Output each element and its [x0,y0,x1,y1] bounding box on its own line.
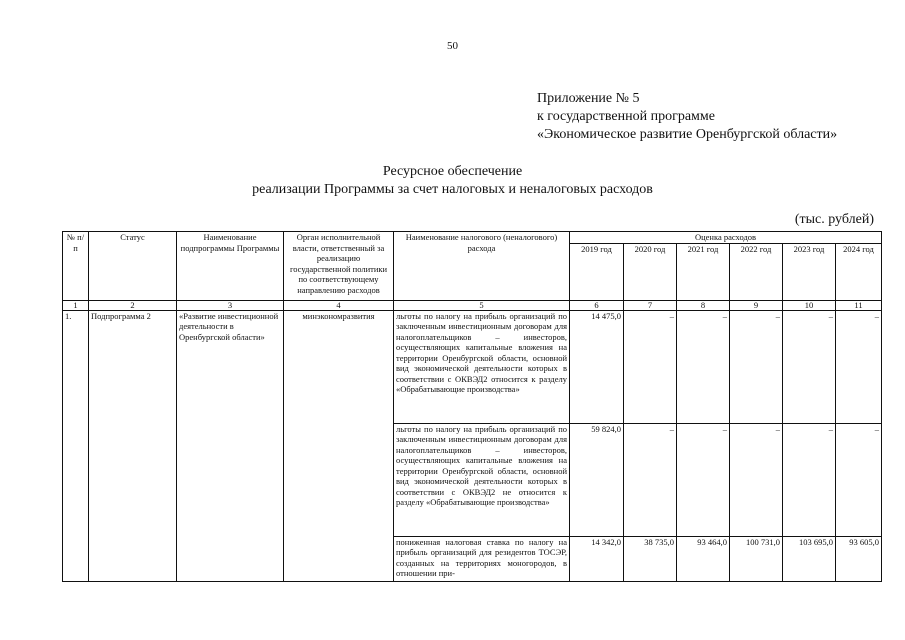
column-number: 2 [89,300,177,310]
column-number: 10 [783,300,836,310]
column-number: 1 [63,300,89,310]
appendix-header [537,90,837,144]
column-number: 6 [570,300,624,310]
value-cell: 38 735,0 [624,536,677,581]
row-num: 1. [63,310,89,581]
document-title [0,163,905,199]
expense-name-cell: льготы по налогу на прибыль организаций по заключенным инвестиционным договорам для налогоплательщиков – инвесторов, осуществляющих капитальные вложения на территории Оренбургской области, основной вид экономической деятельности которых в соответствии с ОКВЭД2 относится к разделу «Обрабатывающие производства» [394,310,570,423]
units-label: (тыс. рублей) [794,212,874,227]
row-subprogram: «Развитие инвестиционной деятельности в Оренбургской области» [177,310,284,581]
header-year: 2023 год [783,243,836,300]
header-estimate: Оценка расходов [570,232,882,244]
value-cell: 103 695,0 [783,536,836,581]
appendix-line-3: «Экономическое развитие Оренбургской области» [537,127,838,142]
header-year: 2022 год [730,243,783,300]
table-header-row [63,232,882,244]
column-number: 11 [836,300,882,310]
column-number: 8 [677,300,730,310]
header-year: 2024 год [836,243,882,300]
value-cell: 93 464,0 [677,536,730,581]
row-organ: минэкономразвития [284,310,394,581]
header-organ: Орган исполнительной власти, ответственный за реализацию государственной политики по соответствующему направлению расходов [284,232,394,301]
row-status: Подпрограмма 2 [89,310,177,581]
appendix-line-2: к государственной программе [537,109,715,124]
column-number-row [63,300,882,310]
value-cell: – [836,423,882,536]
resource-table [62,231,882,582]
value-cell: – [624,310,677,423]
header-subprogram: Наименование подпрограммы Программы [177,232,284,301]
appendix-line-1: Приложение № 5 [537,91,640,106]
value-cell: 59 824,0 [570,423,624,536]
value-cell: – [836,310,882,423]
value-cell: – [624,423,677,536]
title-line-1: Ресурсное обеспечение [382,164,523,179]
header-expense-name: Наименование налогового (неналогового) расхода [394,232,570,301]
expense-name-cell: пониженная налоговая ставка по налогу на прибыль организаций для резидентов ТОСЭР, созданных на территориях моногородов, в отношении при- [394,536,570,581]
value-cell: – [730,310,783,423]
column-number: 9 [730,300,783,310]
header-status: Статус [89,232,177,301]
header-year: 2020 год [624,243,677,300]
value-cell: – [677,310,730,423]
table-row [63,310,882,423]
header-year: 2019 год [570,243,624,300]
header-year: 2021 год [677,243,730,300]
header-num: № п/п [63,232,89,301]
value-cell: – [783,310,836,423]
page-number: 50 [447,40,458,52]
column-number: 7 [624,300,677,310]
value-cell: 93 605,0 [836,536,882,581]
value-cell: – [783,423,836,536]
value-cell: 14 475,0 [570,310,624,423]
column-number: 4 [284,300,394,310]
title-line-2: реализации Программы за счет налоговых и неналоговых расходов [252,182,653,197]
expense-name-cell: льготы по налогу на прибыль организаций по заключенным инвестиционным договорам для налогоплательщиков – инвесторов, осуществляющих капитальные вложения на территории Оренбургской области, основной вид экономической деятельности которых в соответствии с ОКВЭД2 не относится к разделу «Обрабатывающие производства» [394,423,570,536]
value-cell: 100 731,0 [730,536,783,581]
column-number: 3 [177,300,284,310]
value-cell: – [730,423,783,536]
value-cell: – [677,423,730,536]
column-number: 5 [394,300,570,310]
value-cell: 14 342,0 [570,536,624,581]
